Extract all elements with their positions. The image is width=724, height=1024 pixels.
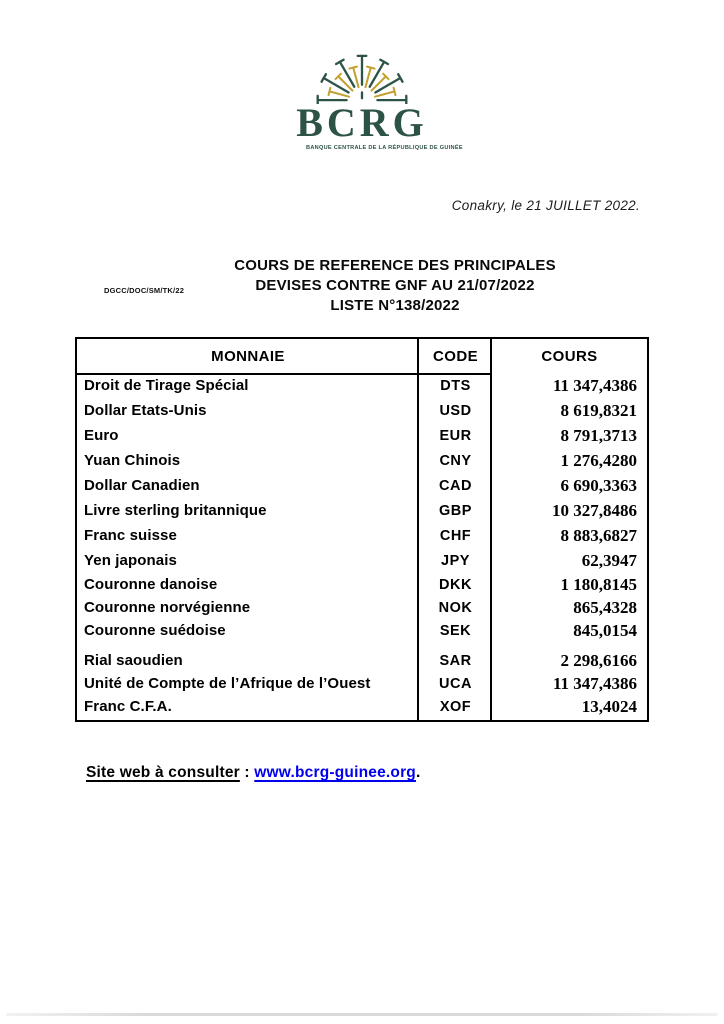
header-underline bbox=[77, 373, 492, 375]
cell-code: DKK bbox=[439, 576, 472, 593]
table-row bbox=[77, 498, 647, 523]
cell-code: JPY bbox=[441, 552, 470, 569]
title-line-1: COURS DE REFERENCE DES PRINCIPALES bbox=[234, 257, 556, 274]
website-colon: : bbox=[244, 764, 250, 781]
cell-monnaie: Yuan Chinois bbox=[84, 452, 181, 469]
table-header bbox=[77, 339, 647, 373]
cell-code: SAR bbox=[439, 652, 472, 669]
reference-code: DGCC/DOC/SM/TK/22 bbox=[104, 286, 185, 295]
website-label: Site web à consulter bbox=[86, 764, 240, 781]
cell-cours: 1 180,8145 bbox=[560, 574, 637, 594]
table-row bbox=[77, 548, 647, 573]
logo-subtitle: BANQUE CENTRALE DE LA RÉPUBLIQUE DE GUINÉE bbox=[306, 144, 463, 151]
cell-monnaie: Couronne suédoise bbox=[84, 622, 226, 639]
cell-cours: 10 327,8486 bbox=[552, 500, 637, 520]
cell-cours: 13,4024 bbox=[581, 696, 637, 716]
cell-code: CHF bbox=[439, 527, 472, 544]
header-cours: COURS bbox=[541, 347, 598, 365]
bcrg-logo bbox=[282, 52, 463, 153]
cell-monnaie: Droit de Tirage Spécial bbox=[84, 377, 249, 394]
table-row bbox=[77, 695, 647, 718]
website-suffix: . bbox=[415, 764, 421, 781]
cell-cours: 11 347,4386 bbox=[552, 375, 637, 395]
cell-cours: 8 619,8321 bbox=[560, 400, 637, 420]
dateline: Conakry, le 21 JUILLET 2022. bbox=[451, 198, 640, 213]
table-row bbox=[77, 473, 647, 498]
cell-monnaie: Euro bbox=[84, 427, 119, 444]
cell-cours: 8 791,3713 bbox=[560, 425, 637, 445]
table-row bbox=[77, 523, 647, 548]
cell-cours: 2 298,6166 bbox=[560, 650, 637, 670]
cell-code: DTS bbox=[440, 377, 471, 394]
cell-code: CNY bbox=[439, 452, 472, 469]
logo-rays-icon bbox=[294, 52, 430, 104]
cell-monnaie: Unité de Compte de l’Afrique de l’Ouest bbox=[84, 675, 371, 692]
cell-monnaie: Livre sterling britannique bbox=[84, 502, 267, 519]
cell-monnaie: Dollar Canadien bbox=[84, 477, 200, 494]
title-line-3: LISTE N°138/2022 bbox=[330, 297, 460, 314]
cell-code: UCA bbox=[439, 675, 472, 692]
table-row bbox=[77, 672, 647, 695]
table-row bbox=[77, 573, 647, 596]
cell-code: SEK bbox=[439, 622, 472, 639]
cell-monnaie: Yen japonais bbox=[84, 552, 177, 569]
cell-cours: 845,0154 bbox=[573, 620, 637, 640]
table-row bbox=[77, 619, 647, 642]
column-divider-2 bbox=[490, 339, 492, 720]
cell-code: GBP bbox=[439, 502, 472, 519]
table-row bbox=[77, 423, 647, 448]
cell-monnaie: Franc suisse bbox=[84, 527, 177, 544]
cell-cours: 6 690,3363 bbox=[560, 475, 637, 495]
bottom-scan-shadow bbox=[6, 1013, 718, 1016]
cell-code: NOK bbox=[438, 599, 473, 616]
cell-cours: 1 276,4280 bbox=[560, 450, 637, 470]
table-body bbox=[77, 373, 647, 720]
cell-monnaie: Couronne danoise bbox=[84, 576, 218, 593]
cell-code: XOF bbox=[439, 698, 472, 715]
cell-cours: 8 883,6827 bbox=[560, 525, 637, 545]
cell-code: EUR bbox=[439, 427, 472, 444]
cell-cours: 11 347,4386 bbox=[552, 673, 637, 693]
website-link[interactable]: www.bcrg-guinee.org bbox=[254, 764, 416, 781]
column-divider-1 bbox=[417, 339, 419, 720]
document-title bbox=[200, 256, 590, 316]
cell-code: USD bbox=[439, 402, 472, 419]
logo-acronym: BCRG bbox=[296, 100, 428, 145]
title-line-2: DEVISES CONTRE GNF AU 21/07/2022 bbox=[255, 277, 535, 294]
cell-cours: 62,3947 bbox=[581, 550, 637, 570]
table-row bbox=[77, 373, 647, 398]
cell-cours: 865,4328 bbox=[573, 597, 637, 617]
table-row bbox=[77, 649, 647, 672]
cell-monnaie: Franc C.F.A. bbox=[84, 698, 172, 715]
cell-monnaie: Rial saoudien bbox=[84, 652, 183, 669]
cell-monnaie: Dollar Etats-Unis bbox=[84, 402, 207, 419]
table-row bbox=[77, 448, 647, 473]
table-row bbox=[77, 596, 647, 619]
table-row bbox=[77, 398, 647, 423]
cell-code: CAD bbox=[439, 477, 472, 494]
rates-table bbox=[75, 337, 649, 722]
cell-monnaie: Couronne norvégienne bbox=[84, 599, 251, 616]
header-monnaie: MONNAIE bbox=[211, 347, 285, 365]
website-line bbox=[86, 764, 421, 782]
header-code: CODE bbox=[433, 347, 478, 365]
